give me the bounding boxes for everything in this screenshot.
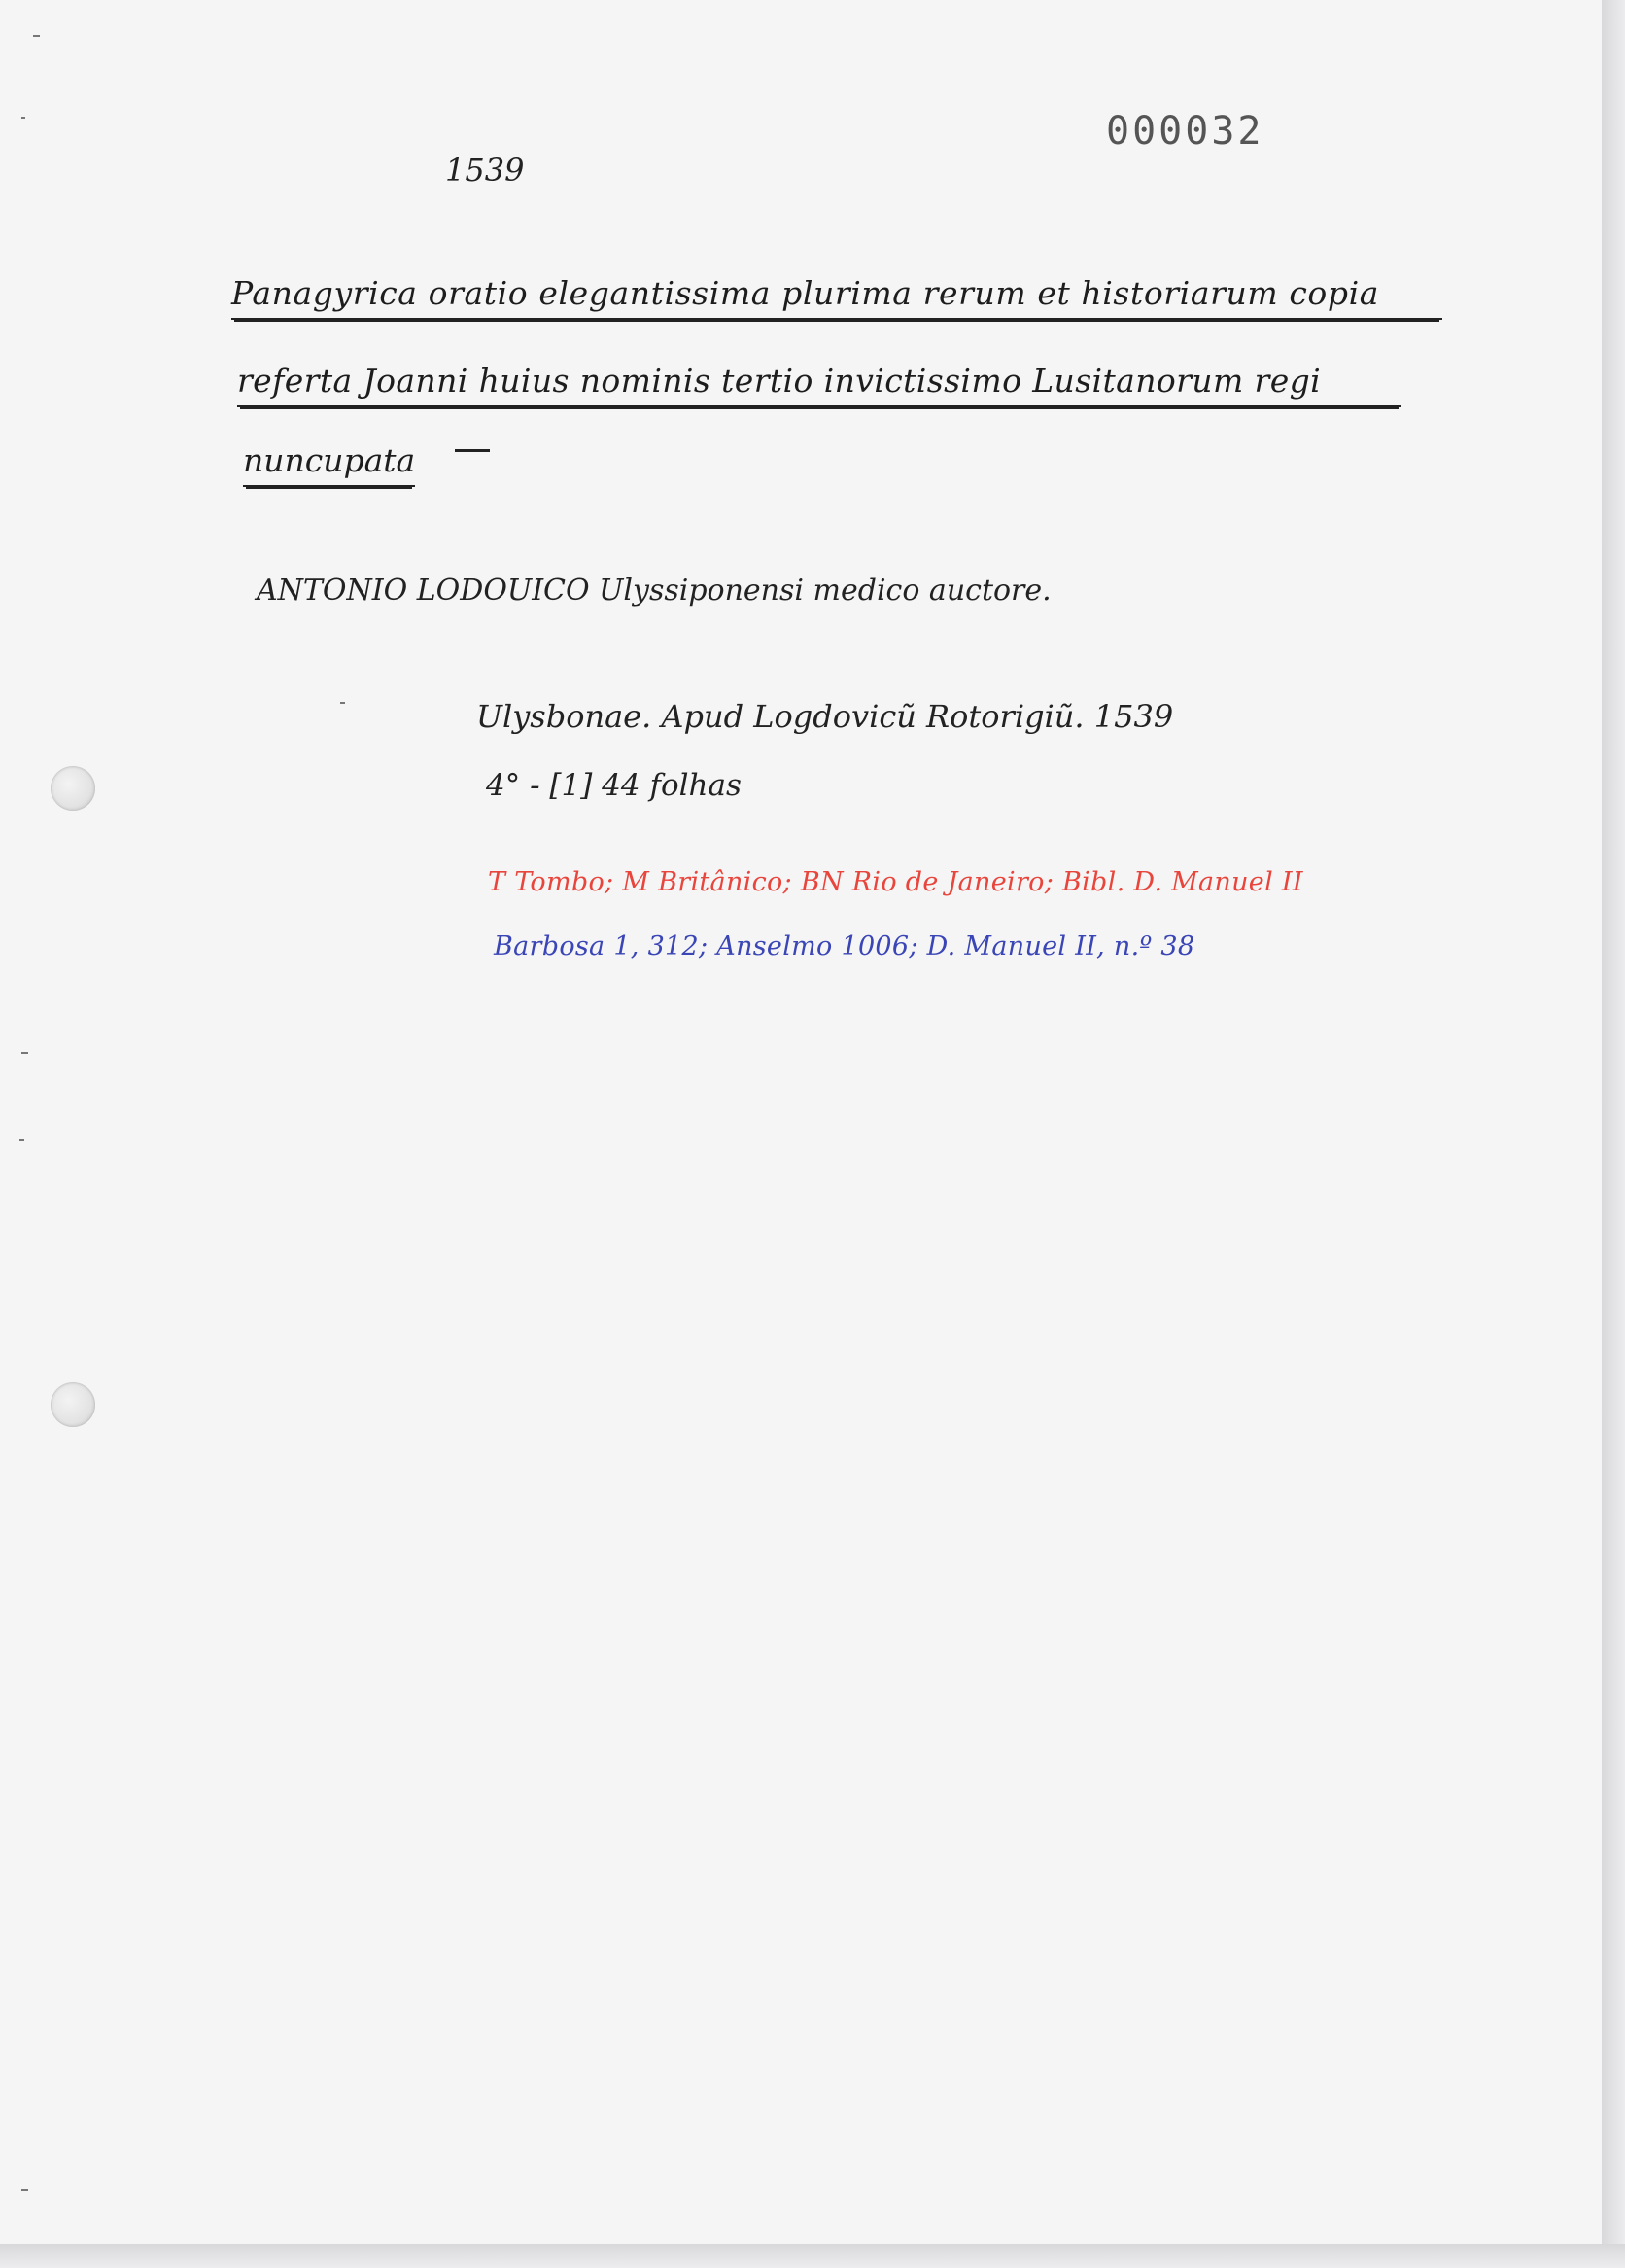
title-end-dash: [455, 449, 490, 452]
paper-speck: [21, 1052, 28, 1054]
punch-hole-lower: [51, 1382, 95, 1427]
paper-speck: [21, 2189, 28, 2191]
author-line: ANTONIO LODOUICO Ulyssiponensi medico auctore.: [257, 574, 1052, 608]
imprint-line: Ulysbonae. Apud Logdovicũ Rotorigiũ. 1539: [476, 698, 1174, 735]
holdings-line: T Tombo; M Britânico; BN Rio de Janeiro; Bibl. D. Manuel II: [488, 867, 1303, 897]
scan-edge-bottom: [0, 2244, 1625, 2268]
title-line-1: Panagyrica oratio elegantissima plurima rerum et historiarum copia: [231, 274, 1442, 320]
title-line-3: nuncupata: [243, 441, 415, 487]
scan-edge-right: [1602, 0, 1625, 2268]
paper-speck: [21, 117, 25, 119]
paper-speck: [33, 35, 40, 37]
paper-speck: [340, 702, 345, 704]
publication-year: 1539: [445, 152, 525, 189]
punch-hole-upper: [51, 766, 95, 811]
references-line: Barbosa 1, 312; Anselmo 1006; D. Manuel II, n.º 38: [494, 931, 1195, 961]
title-line-2: referta Joanni huius nominis tertio invictissimo Lusitanorum regi: [237, 362, 1401, 407]
catalog-number-stamp: 000032: [1106, 109, 1264, 154]
paper-speck: [19, 1139, 24, 1141]
collation-line: 4° - [1] 44 folhas: [486, 768, 742, 803]
